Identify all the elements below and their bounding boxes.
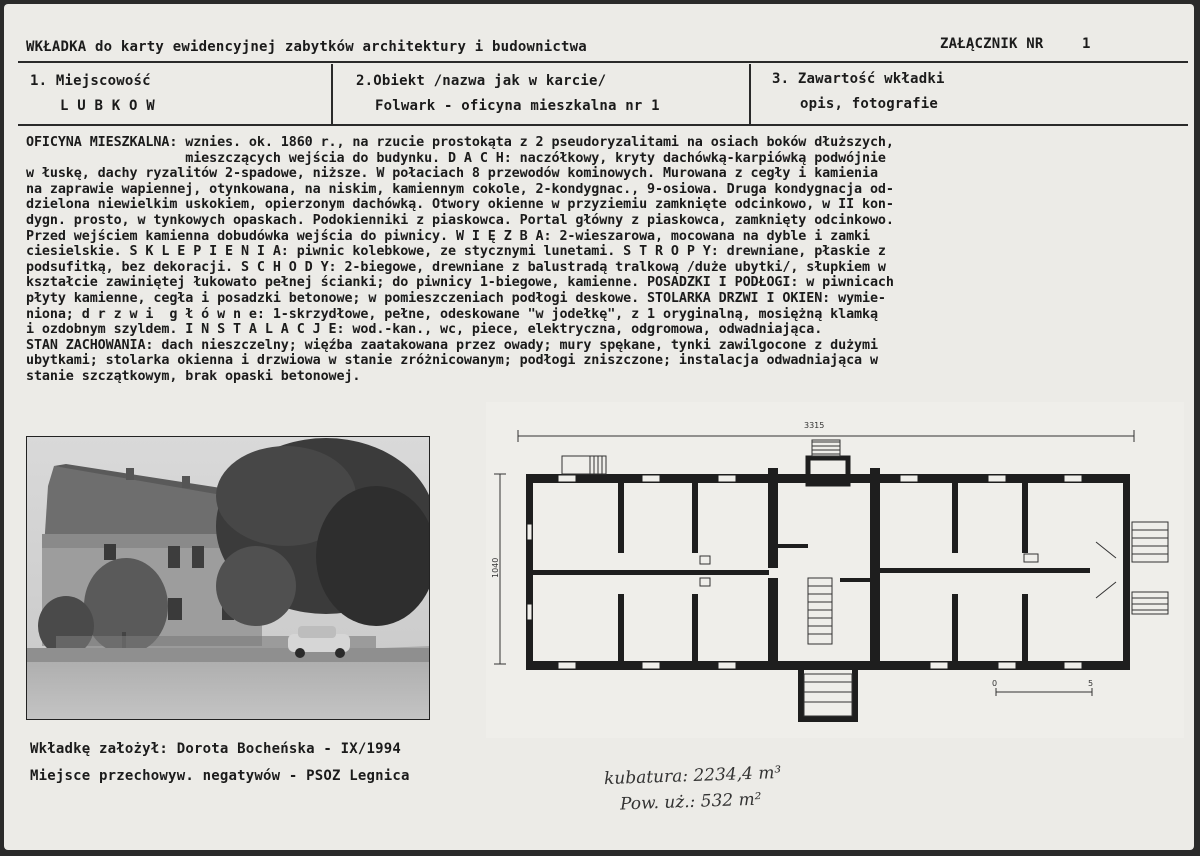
description-line: kształcie zawiniętej łukowato pełnej ścianki; do piwnicy 1-biegowe, kamienne. POSADZKI I PODŁOGI: w piwnicach xyxy=(26,275,894,291)
description-line: STAN ZACHOWANIA: dach nieszczelny; więźba zaatakowana przez owady; mury spękane, tynki zawilgocone z dużymi xyxy=(26,337,878,353)
description-line: na zaprawie wapiennej, otynkowana, na niskim, kamiennym cokole, 2-kondygnac., 9-osiowa. Druga kondygnacja od- xyxy=(26,181,894,197)
object-label: 2.Obiekt /nazwa jak w karcie/ xyxy=(356,73,607,89)
scale-start-label: 0 xyxy=(992,679,998,688)
object-value: Folwark - oficyna mieszkalna nr 1 xyxy=(375,98,660,114)
negatives-location-line: Miejsce przechowyw. negatywów - PSOZ Legnica xyxy=(30,768,410,784)
plan-scale-bar xyxy=(992,679,1093,696)
description-line: płyty kamienne, cegła i posadzki betonowe; w pomieszczeniach podłogi deskowe. STOLARKA DRZWI I OKIEN: wymie- xyxy=(26,290,886,306)
description-line: OFICYNA MIESZKALNA: wznies. ok. 1860 r., na rzucie prostokąta z 2 pseudoryzalitami na osiach boków dłuższych, xyxy=(26,135,894,150)
plan-width-dimension: 3315 xyxy=(804,421,825,430)
record-card xyxy=(4,4,1194,850)
fields-divider-2 xyxy=(749,64,751,124)
plan-depth-dimension: 1040 xyxy=(491,557,500,578)
description-line: i ozdobnym szyldem. I N S T A L A C J E: wod.-kan., wc, piece, elektryczna, odgromowa, odwadniająca. xyxy=(26,322,823,338)
description-line: dzielona niewielkim uskokiem, opierzonym dachówką. Otwory okienne w przyziemiu zamknięte odcinkowo, w II kon- xyxy=(26,197,894,213)
fields-divider-bottom xyxy=(18,124,1188,126)
content-value: opis, fotografie xyxy=(800,96,939,112)
description-line: ciesielskie. S K L E P I E N I A: piwnic kolebkowe, ze stycznymi lunetami. S T R O P Y: drewniane, płaskie z xyxy=(26,244,886,260)
author-line: Wkładkę założył: Dorota Bocheńska - IX/1994 xyxy=(30,741,402,757)
location-label: 1. Miejscowość xyxy=(30,73,151,89)
description-line: Przed wejściem kamienna dobudówka wejścia do piwnicy. W I Ę Z B A: 2-wieszarowa, mocowana na dyble i zamki xyxy=(26,228,870,244)
floor-plan-drawing xyxy=(486,402,1184,738)
fields-divider-1 xyxy=(331,64,333,124)
attachment-label: ZAŁĄCZNIK NR xyxy=(940,36,1044,52)
description-line: niona; d r z w i g ł ó w n e: 1-skrzydłowe, pełne, odeskowane "w jodełkę", z 1 oryginalną, mosiężną klamką xyxy=(26,306,878,322)
floor-plan xyxy=(486,402,1184,738)
content-label: 3. Zawartość wkładki xyxy=(772,71,945,87)
card-title-rest: do karty ewidencyjnej zabytków architektury i budownictwa xyxy=(86,39,587,55)
cubature-note: kubatura: 2234,4 m³ xyxy=(603,762,782,790)
attachment-number: 1 xyxy=(1082,36,1091,52)
description-line: mieszczących wejścia do budynku. D A C H: naczółkowy, kryty dachówką-karpiówką podwójnie xyxy=(26,150,886,166)
description-line: w łuskę, dachy ryzalitów 2-spadowe, niższe. W połaciach 8 przewodów kominowych. Murowana z cegły i kamienia xyxy=(26,166,878,182)
usable-area-note: Pow. uż.: 532 m² xyxy=(619,789,762,815)
building-photo-image xyxy=(26,436,430,720)
description-line: ubytkami; stolarka okienna i drzwiowa w stanie zróżnicowanym; podłogi zniszczone; instalacja odwadniająca w xyxy=(26,353,878,369)
building-photograph xyxy=(26,436,430,720)
description-line: dygn. prosto, w tynkowych opaskach. Podokienniki z piaskowca. Portal główny z piaskowca, zamknięty odcinkowo. xyxy=(26,212,894,228)
scale-end-label: 5 xyxy=(1088,679,1094,688)
description-line: podsufitką, bez dekoracji. S C H O D Y: 2-biegowe, drewniane z balustradą tralkową /duże ubytki/, słupkiem w xyxy=(26,259,886,275)
description-line: stanie szczątkowym, brak opaski betonowej. xyxy=(26,368,361,384)
header-divider xyxy=(18,61,1188,63)
card-title xyxy=(26,39,587,55)
card-title-bold: WKŁADKA xyxy=(26,39,87,55)
location-value: L U B K O W xyxy=(60,98,155,114)
description xyxy=(26,135,1176,385)
